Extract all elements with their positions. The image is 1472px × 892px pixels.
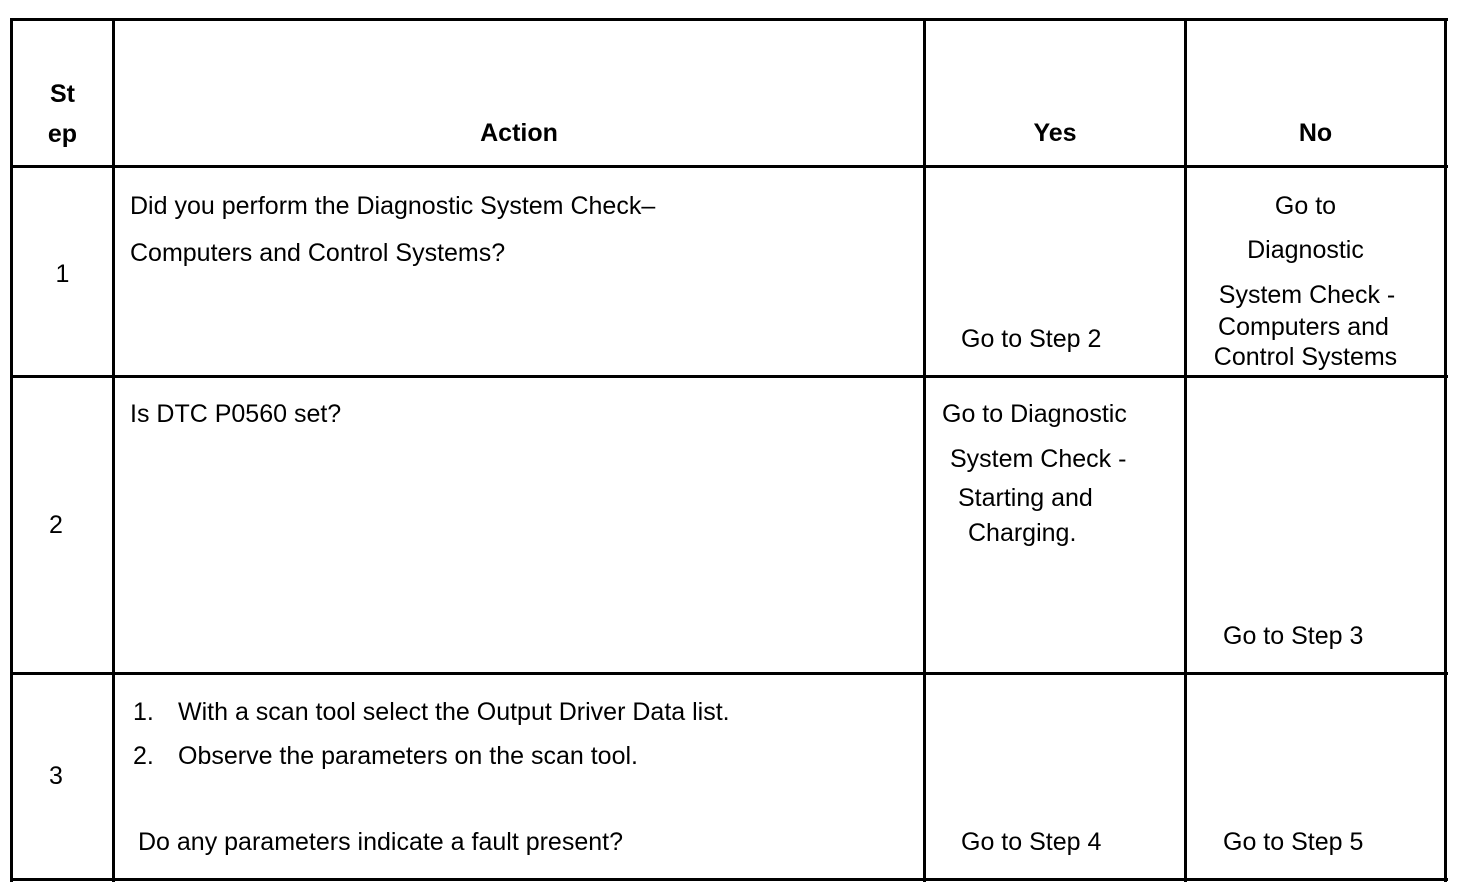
header-yes: Yes [1033,119,1077,147]
action-text: Computers and Control Systems? [130,239,506,267]
action-question: Do any parameters indicate a fault present? [138,828,623,856]
list-item: Observe the parameters on the scan tool. [178,742,638,770]
no-result: System Check - [1218,281,1396,309]
no-result: Go to [1274,192,1337,220]
yes-result: System Check - [950,445,1127,473]
yes-result: Charging. [968,519,1077,547]
table-border-top [10,18,1448,21]
list-item-number: 2. [133,742,154,770]
yes-result: Go to Step 4 [961,828,1102,856]
step-number: 2 [49,511,63,539]
step-number: 1 [55,260,70,288]
row-divider-2 [10,672,1448,675]
no-result: Go to Step 3 [1223,622,1364,650]
column-divider-step [112,18,115,882]
no-result: Go to Step 5 [1223,828,1364,856]
header-step-line1: St [50,80,75,108]
action-text: Did you perform the Diagnostic System Check– [130,192,656,220]
yes-result: Go to Step 2 [961,325,1102,353]
table-border-right [1444,18,1447,882]
list-item-number: 1. [133,698,154,726]
yes-result: Go to Diagnostic [942,400,1127,428]
table-border-bottom [10,878,1448,881]
row-divider-1 [10,375,1448,378]
header-divider [10,165,1448,168]
no-result: Diagnostic [1247,236,1364,264]
no-result: Control Systems [1213,343,1398,371]
header-step-line2: ep [47,120,78,148]
no-result: Computers and [1218,313,1389,341]
yes-result: Starting and [958,484,1093,512]
step-number: 3 [49,762,63,790]
header-action: Action [480,119,558,147]
header-no: No [1298,119,1333,147]
list-item: With a scan tool select the Output Driver Data list. [178,698,730,726]
column-divider-yes [1184,18,1187,882]
column-divider-action [923,18,926,882]
action-text: Is DTC P0560 set? [130,400,342,428]
